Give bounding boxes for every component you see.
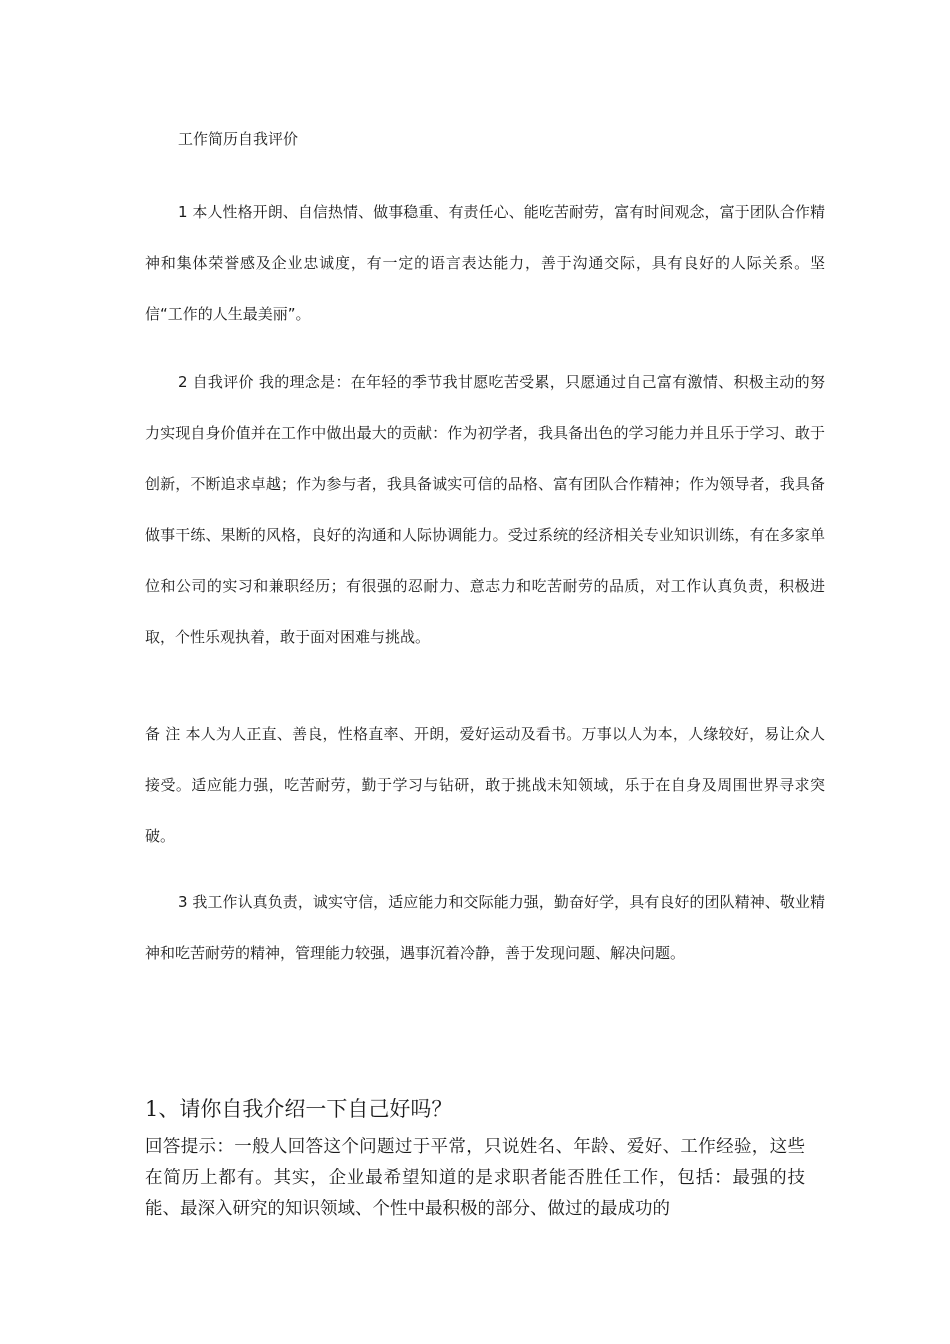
answer-paragraph: 回答提示：一般人回答这个问题过于平常，只说姓名、年龄、爱好、工作经验，这些在简历上都有。其实，企业最希望知道的是求职者能否胜任工作，包括：最强的技能、最深入研究的知识领域、个性中最积极的部分、做过的最成功的 <box>145 1137 805 1219</box>
document-title: 工作简历自我评价 <box>178 130 299 148</box>
paragraph-self-evaluation: 2 自我评价 我的理念是：在年轻的季节我甘愿吃苦受累，只愿通过自己富有激情、积极主动的努力实现自身价值并在工作中做出最大的贡献：作为初学者，我具备出色的学习能力并且乐于学习、敢于创新，不断追求卓越；作为参与者，我具备诚实可信的品格、富有团队合作精神；作为领导者，我具备做事干练、果断的风格，良好的沟通和人际协调能力。受过系统的经济相关专业知识训练，有在多家单位和公司的实习和兼职经历；有很强的忍耐力、意志力和吃苦耐劳的品质，对工作认真负责，积极进取，个性乐观执着，敢于面对困难与挑战。 <box>145 373 825 646</box>
paragraph-personality: 1 本人性格开朗、自信热情、做事稳重、有责任心、能吃苦耐劳，富有时间观念，富于团队合作精神和集体荣誉感及企业忠诚度，有一定的语言表达能力，善于沟通交际，具有良好的人际关系。坚信“工作的人生最美丽”。 <box>145 203 825 323</box>
paragraph-work-attitude: 3 我工作认真负责，诚实守信，适应能力和交际能力强，勤奋好学，具有良好的团队精神、敬业精神和吃苦耐劳的精神，管理能力较强，遇事沉着冷静，善于发现问题、解决问题。 <box>145 893 825 962</box>
paragraph-note: 备 注 本人为人正直、善良，性格直率、开朗，爱好运动及看书。万事以人为本，人缘较好，易让众人接受。适应能力强，吃苦耐劳，勤于学习与钻研，敢于挑战未知领域，乐于在自身及周围世界寻求突破。 <box>145 725 825 845</box>
question-heading: 1、请你自我介绍一下自己好吗？ <box>145 1097 453 1121</box>
